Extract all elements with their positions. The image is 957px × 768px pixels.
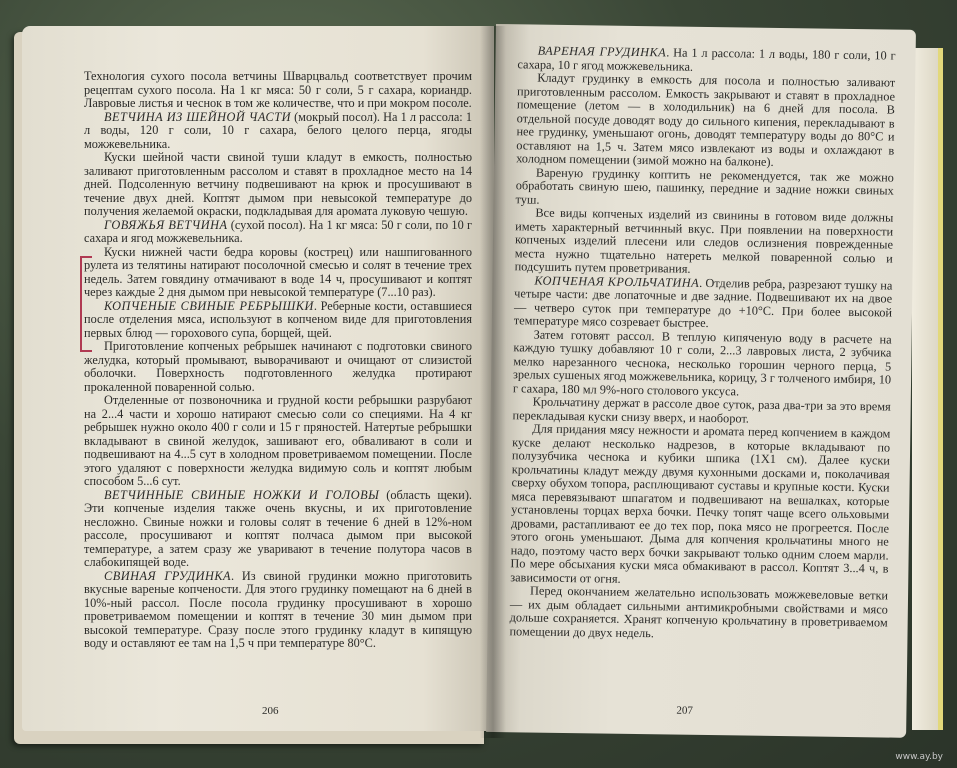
page-number: 207 [676,704,694,717]
paragraph-text: Затем готовят рассол. В теплую кипяченую воду в расчете на каждую тушку добавляют 10 г соли, 2...3 лавровых листа, 2 зубчика мелко нарезанного чеснока, несколько горошин черного перца, 5 зрелых сушеных ягод можжевельника, корицу, 3 г толченого имбиря, 10 г сахара, 180 мл 9%-ного столового уксуса. [512,327,892,398]
paragraph-text: . Из свиной грудинки можно приготовить вкусные вареные копчености. Для этого грудинку помещают на 6 дней в 10%-ный рассол. После посола грудинку просушивают в хорошо проветриваемом помещении и коптят в течение 30 мин дымом при высокой температуре. Сразу после этого грудинку кладут в кипящую воду и оставляют ее там на 1,5 ч при температуре 80°С. [84,568,472,650]
paragraph-text: Крольчатину держат в рассоле двое суток, раза два-три за это время перекладывая куски снизу вверх, и наоборот. [512,394,891,426]
paragraph-text: (мокрый посол). На 1 л рассола: 1 л воды, 120 г соли, 10 г сахара, белого целого перца, ягоды можжевельника. [84,109,472,151]
section-heading: КОПЧЕНАЯ КРОЛЬЧАТИНА [534,273,700,290]
section-heading: КОПЧЕНЫЕ СВИНЫЕ РЕБРЫШКИ [104,298,314,313]
paragraph [84,489,472,570]
left-page-text [84,70,472,651]
paragraph [84,340,472,394]
section-heading: ВЕТЧИНА ИЗ ШЕЙНОЙ ЧАСТИ [104,109,291,124]
section-heading: ВАРЕНАЯ ГРУДИНКА [537,43,667,60]
paragraph-text: Кладут грудинку в емкость для посола и полностью заливают приготовленным рассолом. Емкость закрывают и ставят в прохладное помещение (летом — в холодильник) на 6 дней для посола. В отдельной посуде доводят воду до сильного кипения, перекладывают в нее грудинку, уменьшают огонь, доводят температуру воды до 80°С и оставляют на 1,5 ч. Затем мясо извлекают из воды и охлаждают в холодном помещении (зимой можно на балконе). [516,70,896,169]
paragraph-text: Куски нижней части бедра коровы (кострец) или нашпигованного рулета из телятины натирают посолочной смесью и солят в течение трех недель. Затем говядину отмачивают в воде 14 ч, просушивают и коптят через каждые 2 дня дымом при невысокой температуре (7...10 раз). [84,244,472,299]
right-page-text [509,44,895,643]
section-heading: ГОВЯЖЬЯ ВЕТЧИНА [104,217,228,232]
paragraph-text: Приготовление копченых ребрышек начинают с подготовки свиного желудка, который промывают, выворачивают и очищают от слизистой оболочки. Поверхность подготовленного желудка протирают прокаленной поваренной солью. [84,339,472,394]
paragraph [84,300,472,341]
paragraph-text: Все виды копченых изделий из свинины в готовом виде должны иметь характерный ветчинный вкус. При появлении на поверхности копченых изделий плесени или следов ослизнения поврежденные места нужно тщательно натереть мелкой поваренной солью и подсушить путем проветривания. [514,205,894,276]
paragraph-text: (область щеки). Эти копченые изделия также очень вкусны, и их приготовление несложно. Свиные ножки и головы солят в течение 6 дней в 12%-ном рассоле, просушивают и коптят полчаса дымом при высокой температуре, а затем сразу же уваривают в течение полутора часов в слабокипящей воде. [84,487,472,569]
paragraph [516,71,895,171]
left-page [22,26,494,731]
paragraph [514,274,893,333]
paragraph-text: . Отделив ребра, разрезают тушку на четыре части: две лопаточные и две задние. Подвешивают их на двое — четверо суток при температуре до +10°С. При более высокой температуре мясо созревает быстрее. [513,275,893,330]
paragraph [84,570,472,651]
book-spine-gutter [480,26,506,738]
right-page [486,24,916,738]
paragraph [84,151,472,219]
paragraph-text: Отделенные от позвоночника и грудной кости ребрышки разрубают на 2...4 части и хорошо натирают смесью соли со специями. На 4 кг ребрышек нужно около 400 г соли и 15 г пряностей. Натертые ребрышки вкладывают в свиной желудок, зашивают его, обваливают в соли и подвешивают на 4...5 сут в холодном проветриваемом помещении. После этого удаляют с поверхности желудка видимую соль и коптят любым способом 5...6 сут. [84,393,472,488]
paragraph-text: . Реберные кости, оставшиеся после отделения мяса, используют в копченом виде для приготовления первых блюд — горохового супа, борщей, щей. [84,298,472,340]
paragraph [515,206,894,279]
section-heading: ВЕТЧИННЫЕ СВИНЫЕ НОЖКИ И ГОЛОВЫ [104,487,380,502]
open-book [14,20,942,748]
paragraph-text: (сухой посол). На 1 кг мяса: 50 г соли, по 10 г сахара и ягод можжевельника. [84,217,472,245]
paragraph [84,111,472,152]
paragraph-text: Вареную грудинку коптить не рекомендуется, так же можно обработать свиную шею, пашинку, передние и задние ножки свиных туш. [515,165,894,207]
paragraph-text: Технология сухого посола ветчины Шварцвальд соответствует прочим рецептам сухого посола. На 1 кг мяса: 50 г соли, 5 г сахара, кориандр. Лавровые листья и чеснок в том же количестве, что и при мокром посоле. [84,69,472,110]
paragraph [513,328,892,401]
paragraph-text: . На 1 л рассола: 1 л воды, 180 г соли, 10 г сахара, 10 г ягод можжевельника. [517,45,896,74]
paragraph [84,70,472,111]
watermark-text: www.ay.by [895,752,943,762]
page-number: 206 [262,705,279,717]
section-heading: СВИНАЯ ГРУДИНКА [104,568,232,583]
paragraph-text: Перед окончанием желательно использовать можжевеловые ветки — их дым обладает сильными антимикробными свойствами и мясо дольше сохраняется. Хранят копченую крольчатину в проветриваемом помещении до двух недель. [509,583,889,640]
book-cover-edge [912,48,943,730]
paragraph-text: Куски шейной части свиной туши кладут в емкость, полностью заливают приготовленным рассолом и ставят в прохладное место на 14 дней. Подсоленную ветчину подвешивают на крюк и просушивают в течение двух дней. Коптят дымом при невысокой температуре до получения желаемой окраски, подкладывая для аромата луковую чешую. [84,150,472,218]
paragraph [84,246,472,300]
paragraph [510,422,890,589]
paragraph [84,394,472,489]
paragraph-text: Для придания мясу нежности и аромата перед копчением в каждом куске делают несколько надрезов, в которые вкладывают по полузубчика чеснока и кубики шпика (1Х1 см). Далее куски крольчатины кладут между двумя кухонными досками и, поколачивая сверху обухом топора, расплющивают суставы и крупные кости. Куски мяса перевязывают шпагатом и подвешивают на вешалках, которые установлены торцах верха бочки. Печку топят чаще всего ольховыми дровами, растапливают ее до тех пор, пока мясо не прогреется. После этого огонь уменьшают. Дыма для копчения крольчатины много не надо, поэтому часто верх бочки закрывают только одним слоем марли. По мере обсыхания куски мяса обмакивают в рассол. Коптят 3...4 ч, в зависимости от огня. [510,421,891,586]
paragraph [509,584,888,643]
paragraph [84,219,472,246]
paragraph [515,166,894,212]
